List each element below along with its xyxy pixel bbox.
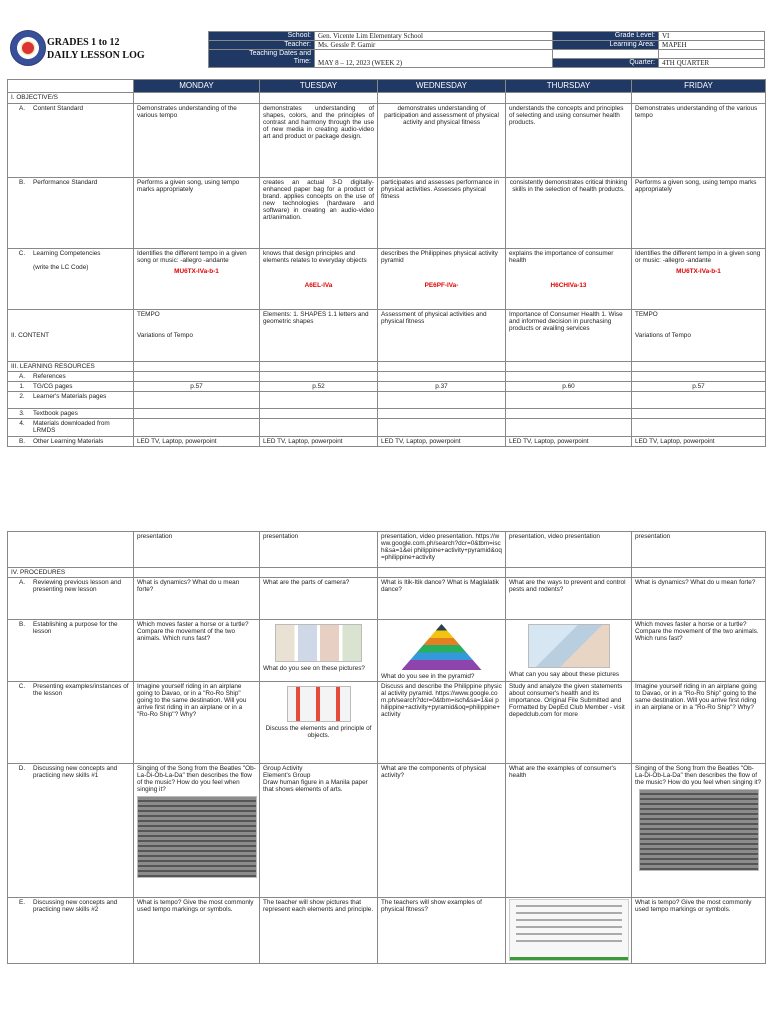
proc-e-tue: The teacher will show pictures that represent each elements and principle. <box>260 898 378 964</box>
dates-value: MAY 8 – 12, 2023 (WEEK 2) <box>315 50 553 68</box>
performance-standard-thu: consistently demonstrates critical thinking skills in the selection of health products. <box>506 178 632 249</box>
content-standard-fri: Demonstrates understanding of the various tempo <box>632 104 766 178</box>
form-title <box>47 36 145 62</box>
performance-standard-wed: participates and assesses performance in physical activities. Assesses physical fitness <box>378 178 506 249</box>
lc-code-tue: A6EL-IVa <box>304 282 333 289</box>
proc-a-fri: What is dynamics? What do u mean forte? <box>632 578 766 620</box>
proc-d-label: D. Discussing new concepts and practicing new skills #1 <box>8 764 134 898</box>
proc-b-thu: What can you say about these pictures <box>506 620 632 682</box>
other-materials-label: B. Other Learning Materials <box>8 437 134 447</box>
title-line-1: GRADES 1 to 12 <box>47 37 120 48</box>
proc-d-fri: Singing of the Song from the Beatles "Ob-La-Di-Ob-La-Da" then describes the flow of the music? How do you feel when singing it? <box>632 764 766 898</box>
lm-pages-label: 2. Learner's Materials pages <box>8 392 134 409</box>
proc-b-wed: What do you see in the pyramid? <box>378 620 506 682</box>
camera-photos-image <box>275 624 362 662</box>
tg-pages-label: 1. TG/CG pages <box>8 382 134 392</box>
proc-e-wed: The teachers will show examples of physical fitness? <box>378 898 506 964</box>
proc-e-mon: What is tempo? Give the most commonly used tempo markings or symbols. <box>134 898 260 964</box>
song-lyrics-photo <box>639 789 759 871</box>
area-label: Learning Area: <box>553 41 659 50</box>
header-info-table <box>208 31 765 68</box>
objectives-heading: I. OBJECTIVE/S <box>8 93 134 104</box>
performance-standard-label: B. Performance Standard <box>8 178 134 249</box>
competencies-label: C. Learning Competencies (write the LC Code) <box>8 249 134 310</box>
other-tue: LED TV, Laptop, powerpoint <box>260 437 378 447</box>
content-standard-mon: Demonstrates understanding of the various tempo <box>134 104 260 178</box>
consumer-health-list-image <box>509 899 629 961</box>
proc-b-mon: Which moves faster a horse or a turtle? Compare the movement of the two animals. Which runs fast? <box>134 620 260 682</box>
resources-heading: III. LEARNING RESOURCES <box>8 362 134 372</box>
proc-a-tue: What are the parts of camera? <box>260 578 378 620</box>
proc-c-mon: Imagine yourself riding in an airplane going to Davao, or in a "Ro-Ro Ship" going to the same destination. Will you arrive first riding in an airplane or in a "Ro-Ro Ship"? Why? <box>134 682 260 764</box>
proc-c-label: C. Presenting examples/instances of the lesson <box>8 682 134 764</box>
p2-top-thu: presentation, video presentation <box>506 532 632 568</box>
other-wed: LED TV, Laptop, powerpoint <box>378 437 506 447</box>
textbook-pages-label: 3. Textbook pages <box>8 409 134 419</box>
teacher-label: Teacher: <box>209 41 315 50</box>
proc-d-thu: What are the examples of consumer's health <box>506 764 632 898</box>
other-fri: LED TV, Laptop, powerpoint <box>632 437 766 447</box>
tg-tue: p.52 <box>260 382 378 392</box>
dates-label: Teaching Dates and Time: <box>209 50 315 68</box>
consumer-pictures-image <box>528 624 610 668</box>
lc-code-mon: MU6TX-IVa-b-1 <box>174 268 219 275</box>
competencies-mon: Identifies the different tempo in a given song or music: -allegro -andante MU6TX-IVa-b-1 <box>134 249 260 310</box>
content-wed: Assessment of physical activities and physical fitness <box>378 310 506 362</box>
p2-top-mon: presentation <box>134 532 260 568</box>
performance-standard-tue: creates an actual 3-D digitally-enhanced paper bag for a product or brand. applies concepts on the use of new technologies (hardware and software) in creating an audio-video art/animation. <box>260 178 378 249</box>
performance-standard-mon: Performs a given song, using tempo marks appropriately <box>134 178 260 249</box>
proc-a-label: A. Reviewing previous lesson and presenting new lesson <box>8 578 134 620</box>
grade-label: Grade Level: <box>553 32 659 41</box>
content-standard-thu: understands the concepts and principles of selecting and using consumer health products. <box>506 104 632 178</box>
procedures-heading: IV. PROCEDURES <box>8 568 134 578</box>
competencies-tue: knows that design principles and elements relates to everyday objects A6EL-IVa <box>260 249 378 310</box>
competencies-thu: explains the importance of consumer health H6CHIVa-13 <box>506 249 632 310</box>
elements-chart-image <box>287 686 351 722</box>
tg-wed: p.37 <box>378 382 506 392</box>
day-thursday: THURSDAY <box>506 80 632 93</box>
content-standard-wed: demonstrates understanding of participation and assessment of physical activity and physical fitness <box>378 104 506 178</box>
p2-top-tue: presentation <box>260 532 378 568</box>
performance-standard-fri: Performs a given song, using tempo marks appropriately <box>632 178 766 249</box>
tg-fri: p.57 <box>632 382 766 392</box>
proc-a-thu: What are the ways to prevent and control pests and rodents? <box>506 578 632 620</box>
proc-c-wed: Discuss and describe the Philippine physical activity pyramid. https://www.google.com.ph/search?dcr=0&tbm=isch&sa=1&ei philippine+activity+pyramid&oq=philippine+activity <box>378 682 506 764</box>
tg-mon: p.57 <box>134 382 260 392</box>
lesson-table-page2 <box>7 531 766 964</box>
title-line-2: DAILY LESSON LOG <box>47 50 145 61</box>
lc-code-fri: MU6TX-IVa-b-1 <box>676 268 721 275</box>
p2-top-wed: presentation, video presentation. https://www.google.com.ph/search?dcr=0&tbm=isch&sa=1&ei philippine+activity+pyramid&oq=philippine+activity <box>378 532 506 568</box>
quarter-value: 4TH QUARTER <box>659 59 765 68</box>
proc-b-tue: What do you see on these pictures? <box>260 620 378 682</box>
lc-code-thu: H6CHIVa-13 <box>550 282 587 289</box>
area-value: MAPEH <box>659 41 765 50</box>
proc-a-wed: What is Itik-Itik dance? What is Maglalatik dance? <box>378 578 506 620</box>
philippine-pyramid-image <box>402 624 482 670</box>
content-heading: II. CONTENT <box>8 310 134 362</box>
school-value: Gen. Vicente Lim Elementary School <box>315 32 553 41</box>
day-monday: MONDAY <box>134 80 260 93</box>
school-label: School: <box>209 32 315 41</box>
tg-thu: p.60 <box>506 382 632 392</box>
competencies-fri: Identifies the different tempo in a given song or music: -allegro -andante MU6TX-IVa-b-1 <box>632 249 766 310</box>
proc-e-label: E. Discussing new concepts and practicing new skills #2 <box>8 898 134 964</box>
deped-seal-icon <box>10 30 46 66</box>
lesson-table-page1 <box>7 79 766 447</box>
teacher-value: Ms. Gessle P. Gamir <box>315 41 553 50</box>
content-thu: Importance of Consumer Health 1. Wise and informed decision in purchasing products or availing services <box>506 310 632 362</box>
proc-e-fri: What is tempo? Give the most commonly used tempo markings or symbols. <box>632 898 766 964</box>
proc-c-tue: Discuss the elements and principle of objects. <box>260 682 378 764</box>
content-tue: Elements: 1. SHAPES 1.1 letters and geometric shapes <box>260 310 378 362</box>
lrmds-label: 4. Materials downloaded from LRMDS <box>8 419 134 437</box>
competencies-wed: describes the Philippines physical activity pyramid PE6PF-IVa- <box>378 249 506 310</box>
quarter-label: Quarter: <box>553 59 659 68</box>
proc-d-tue: Group Activity Element's Group Draw human figure in a Manila paper that shows elements of arts. <box>260 764 378 898</box>
proc-b-label: B. Establishing a purpose for the lesson <box>8 620 134 682</box>
day-friday: FRIDAY <box>632 80 766 93</box>
proc-c-fri: Imagine yourself riding in an airplane going to Davao, or in a "Ro-Ro Ship" going to the same destination. Will you arrive first riding in an airplane or in a "Ro-Ro Ship"? Why? <box>632 682 766 764</box>
other-mon: LED TV, Laptop, powerpoint <box>134 437 260 447</box>
proc-c-thu: Study and analyze the given statements about consumer's health and its importance. Original File Submitted and Formatted by DepEd Club Member - visit depedclub.com for more <box>506 682 632 764</box>
content-standard-tue: demonstrates understanding of shapes, colors, and the principles of contrast and harmony through the use of new media in creating audio-video art and product or package design. <box>260 104 378 178</box>
content-standard-label: A. Content Standard <box>8 104 134 178</box>
references-label: A. References <box>8 372 134 382</box>
grade-value: VI <box>659 32 765 41</box>
other-thu: LED TV, Laptop, powerpoint <box>506 437 632 447</box>
content-mon: TEMPO Variations of Tempo <box>134 310 260 362</box>
song-lyrics-photo <box>137 796 257 878</box>
proc-d-wed: What are the components of physical activity? <box>378 764 506 898</box>
proc-d-mon: Singing of the Song from the Beatles "Ob-La-Di-Ob-La-Da" then describes the flow of the music? How do you feel when singing it? <box>134 764 260 898</box>
p2-top-fri: presentation <box>632 532 766 568</box>
proc-a-mon: What is dynamics? What do u mean forte? <box>134 578 260 620</box>
proc-b-fri: Which moves faster a horse or a turtle? Compare the movement of the two animals. Which runs fast? <box>632 620 766 682</box>
proc-e-thu <box>506 898 632 964</box>
content-fri: TEMPO Variations of Tempo <box>632 310 766 362</box>
day-tuesday: TUESDAY <box>260 80 378 93</box>
day-wednesday: WEDNESDAY <box>378 80 506 93</box>
lc-code-wed: PE6PF-IVa- <box>424 282 459 289</box>
